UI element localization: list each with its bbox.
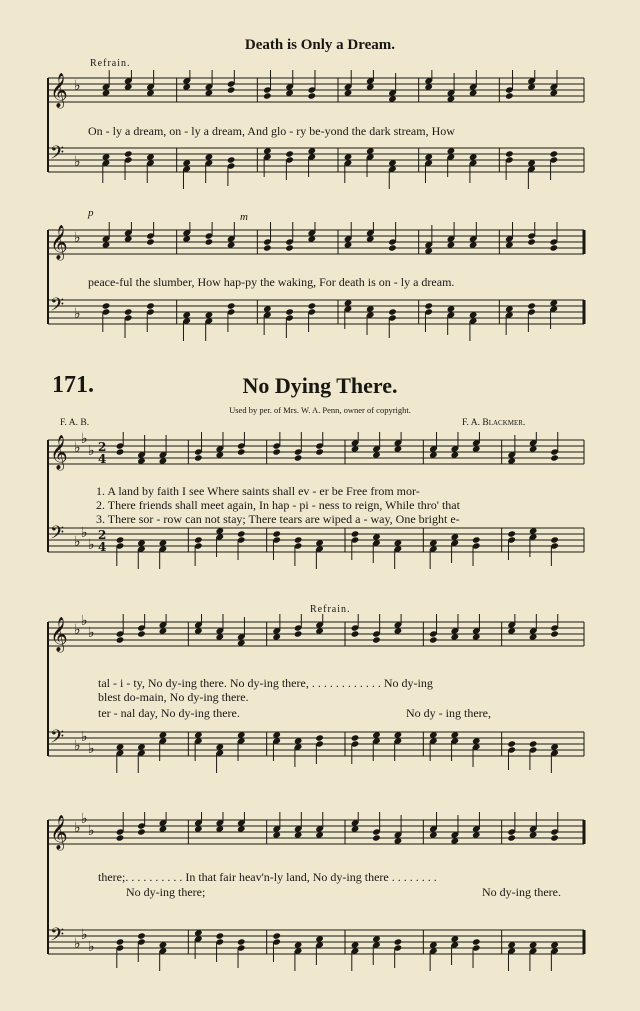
note-head xyxy=(102,302,111,309)
note-head xyxy=(137,932,146,939)
refrain-label: Refrain. xyxy=(90,58,131,69)
composer-name: F. A. Blackmer. xyxy=(462,418,526,428)
note-head xyxy=(372,834,381,841)
time-signature-bottom: 4 xyxy=(98,452,107,466)
note-head xyxy=(507,834,516,841)
hymn-title-no-dying-there: No Dying There. xyxy=(242,373,398,398)
dynamic-mark-p: p xyxy=(88,207,94,219)
note-head xyxy=(351,734,360,741)
note-head xyxy=(263,244,272,251)
refrain-lyric-c2: No dy - ing there, xyxy=(406,706,491,720)
note-head xyxy=(529,740,538,747)
verse-2-lyric: 2. There friends shall meet again, In hap - pi - ness to reign, While thro' that xyxy=(96,498,460,512)
hymn-title-death-is-only-a-dream: Death is Only a Dream. xyxy=(244,37,396,53)
note-head xyxy=(550,630,559,637)
note-head xyxy=(294,454,303,461)
lyric-line: peace-ful the slumber, How hap-py the waking, For death is on - ly a dream. xyxy=(88,275,455,289)
refrain-lyric-a: tal - i - ty, No dy-ing there. No dy-ing there, . . . . . . . . . . . . No dy-ing xyxy=(98,676,433,690)
note-head xyxy=(272,530,281,537)
time-signature-top: 2 xyxy=(98,440,107,454)
flat-sign-icon: ♭ xyxy=(74,78,81,94)
note-head xyxy=(505,92,514,99)
note-head xyxy=(137,630,146,637)
flat-sign-icon: ♭ xyxy=(74,738,81,754)
note-head xyxy=(372,636,381,643)
final-lyric-a: there;. . . . . . . . . . In that fair heav'n-ly land, No dy-ing there . . . . . . . . xyxy=(98,870,437,884)
note-head xyxy=(294,536,303,543)
treble-clef-icon: 𝄞 xyxy=(50,617,68,652)
treble-clef-icon: 𝄞 xyxy=(50,225,68,260)
flat-sign-icon: ♭ xyxy=(81,432,88,447)
bass-clef-icon: 𝄢 xyxy=(50,925,65,950)
author-initials: F. A. B. xyxy=(60,418,90,428)
note-head xyxy=(263,92,272,99)
flat-sign-icon: ♭ xyxy=(88,625,95,641)
music-system-5 xyxy=(40,812,588,1002)
note-head xyxy=(550,834,559,841)
verse-1-lyric: 1. A land by faith I see Where saints shall ev - er be Free from mor- xyxy=(96,484,420,498)
flat-sign-icon: ♭ xyxy=(81,614,88,629)
note-head xyxy=(527,302,536,309)
refrain-lyric-c: ter - nal day, No dy-ing there. xyxy=(98,706,240,720)
flat-sign-icon: ♭ xyxy=(81,812,88,827)
note-head xyxy=(388,308,397,315)
note-head xyxy=(527,238,536,245)
note-head xyxy=(116,448,125,455)
note-head xyxy=(116,834,125,841)
note-head xyxy=(507,530,516,537)
note-head xyxy=(116,938,125,945)
refrain-label-2: Refrain. xyxy=(310,604,351,615)
note-head xyxy=(550,454,559,461)
note-head xyxy=(308,302,317,309)
note-head xyxy=(146,302,155,309)
treble-clef-icon: 𝄞 xyxy=(50,815,68,850)
flat-sign-icon: ♭ xyxy=(74,440,81,456)
flat-sign-icon: ♭ xyxy=(74,306,81,322)
flat-sign-icon: ♭ xyxy=(81,525,88,541)
time-signature-bottom: 4 xyxy=(98,540,107,554)
flat-sign-icon: ♭ xyxy=(74,820,81,836)
note-head xyxy=(505,150,514,157)
flat-sign-icon: ♭ xyxy=(74,154,81,170)
note-head xyxy=(227,302,236,309)
flat-sign-icon: ♭ xyxy=(88,741,95,757)
note-head xyxy=(388,244,397,251)
bass-clef-icon: 𝄢 xyxy=(50,295,65,320)
flat-sign-icon: ♭ xyxy=(81,927,88,943)
bass-clef-icon: 𝄢 xyxy=(50,523,65,548)
note-head xyxy=(205,238,214,245)
note-head xyxy=(424,302,433,309)
lyric-line: On - ly a dream, on - ly a dream, And glo - ry be-yond the dark stream, How xyxy=(88,124,455,138)
note-head xyxy=(124,150,133,157)
note-head xyxy=(294,630,303,637)
note-head xyxy=(272,448,281,455)
note-head xyxy=(351,630,360,637)
note-head xyxy=(429,636,438,643)
note-head xyxy=(272,932,281,939)
note-head xyxy=(472,536,481,543)
note-head xyxy=(550,536,559,543)
note-head xyxy=(137,828,146,835)
note-head xyxy=(124,308,133,315)
bass-clef-icon: 𝄢 xyxy=(50,143,65,168)
flat-sign-icon: ♭ xyxy=(81,729,88,745)
flat-sign-icon: ♭ xyxy=(88,939,95,955)
note-head xyxy=(194,454,203,461)
note-head xyxy=(216,932,225,939)
flat-sign-icon: ♭ xyxy=(88,537,95,553)
flat-sign-icon: ♭ xyxy=(74,230,81,246)
note-head xyxy=(394,938,403,945)
note-head xyxy=(285,244,294,251)
verse-3-lyric: 3. There sor - row can not stay; There tears are wiped a - way, One bright e- xyxy=(96,512,460,526)
note-head xyxy=(351,530,360,537)
note-head xyxy=(285,308,294,315)
note-head xyxy=(285,150,294,157)
time-signature-top: 2 xyxy=(98,528,107,542)
note-head xyxy=(237,448,246,455)
final-lyric-c: No dy-ing there. xyxy=(482,885,561,899)
treble-clef-icon: 𝄞 xyxy=(50,73,68,108)
flat-sign-icon: ♭ xyxy=(74,534,81,550)
note-head xyxy=(308,92,317,99)
flat-sign-icon: ♭ xyxy=(88,443,95,459)
note-head xyxy=(227,86,236,93)
note-head xyxy=(507,740,516,747)
note-head xyxy=(472,938,481,945)
note-head xyxy=(116,536,125,543)
note-head xyxy=(116,636,125,643)
note-head xyxy=(550,150,559,157)
note-head xyxy=(194,536,203,543)
flat-sign-icon: ♭ xyxy=(74,936,81,952)
refrain-lyric-b: blest do-main, No dy-ing there. xyxy=(98,690,249,704)
flat-sign-icon: ♭ xyxy=(74,622,81,638)
note-head xyxy=(237,938,246,945)
dynamic-mark-m: m xyxy=(240,211,248,223)
note-head xyxy=(146,238,155,245)
copyright-credit: Used by per. of Mrs. W. A. Penn, owner of copyright. xyxy=(229,405,411,415)
note-head xyxy=(237,530,246,537)
bass-clef-icon: 𝄢 xyxy=(50,727,65,752)
final-lyric-b: No dy-ing there; xyxy=(126,885,206,899)
treble-clef-icon: 𝄞 xyxy=(50,435,68,470)
grand-staff-5 xyxy=(40,812,588,1002)
note-head xyxy=(227,156,236,163)
flat-sign-icon: ♭ xyxy=(88,823,95,839)
note-head xyxy=(550,244,559,251)
hymn-number: 171. xyxy=(52,372,94,398)
note-head xyxy=(315,734,324,741)
note-head xyxy=(315,448,324,455)
